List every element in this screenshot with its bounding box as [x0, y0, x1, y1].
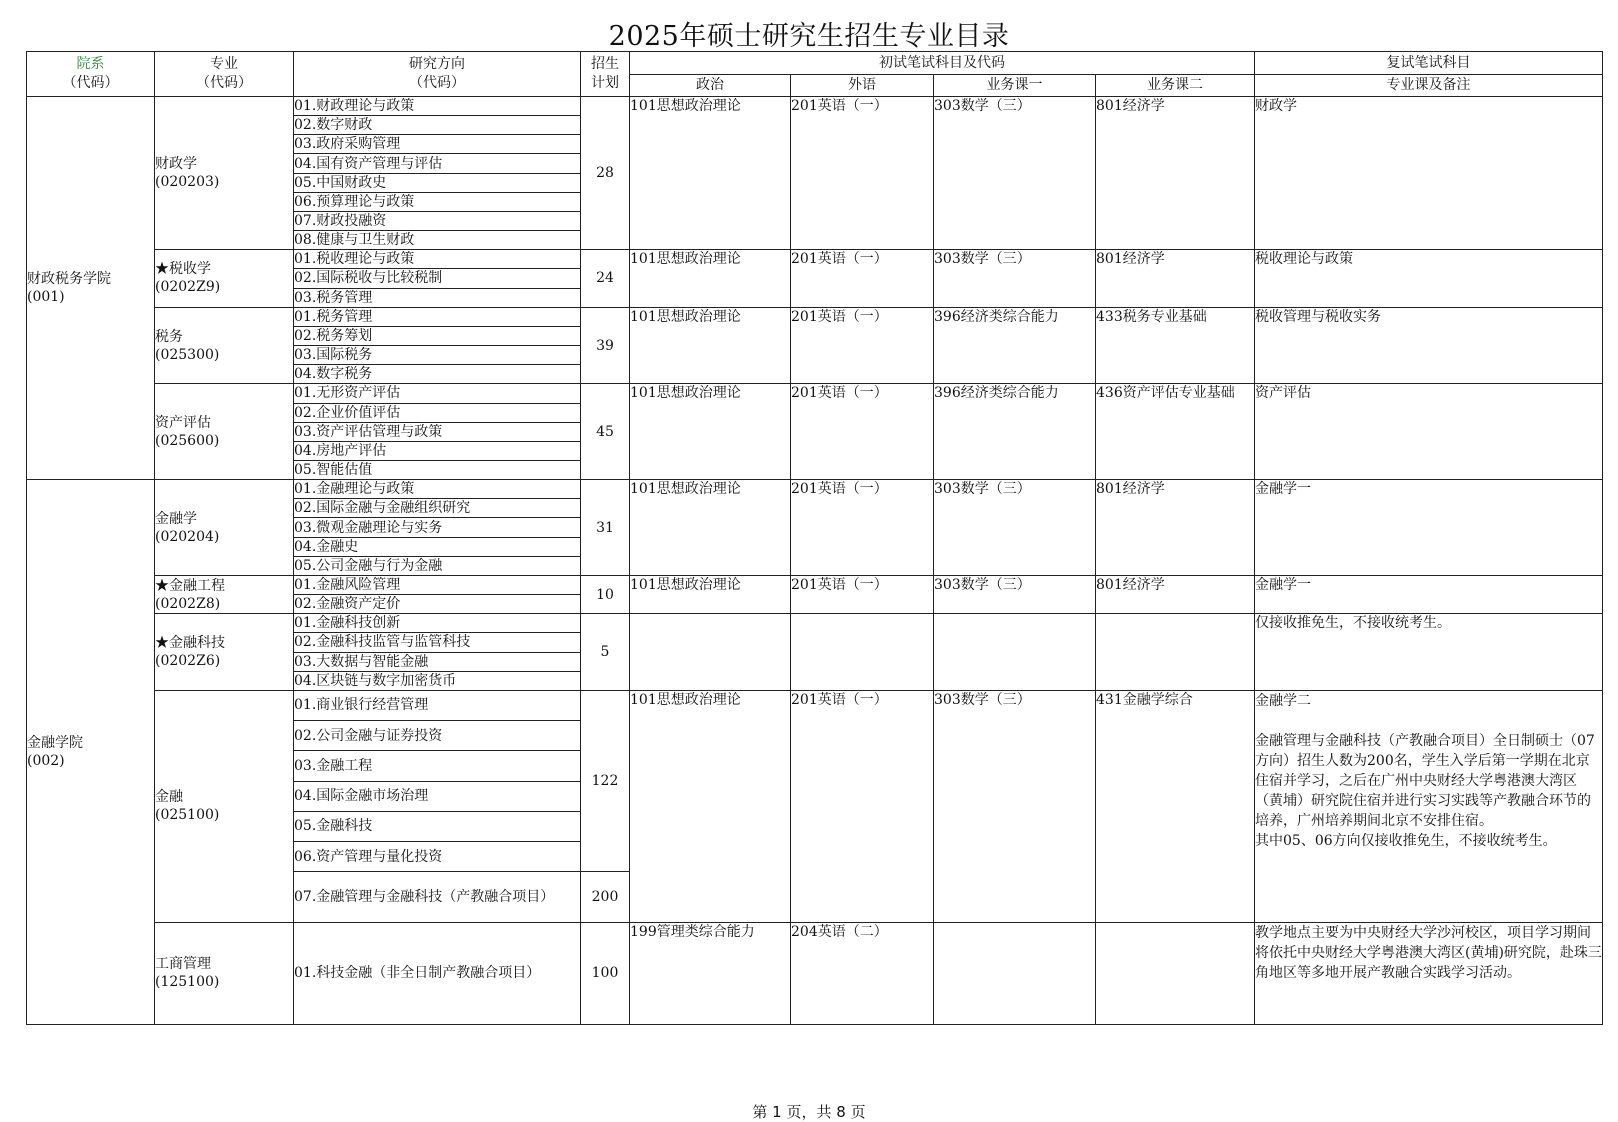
direction-cell: 05.金融科技	[294, 811, 581, 841]
direction-cell: 03.税务管理	[294, 288, 581, 307]
direction-cell: 04.金融史	[294, 537, 581, 556]
language-cell: 201英语（一）	[791, 97, 934, 250]
course1-cell: 303数学（三）	[934, 690, 1096, 922]
direction-cell: 04.国有资产管理与评估	[294, 154, 581, 173]
direction-cell: 02.金融资产定价	[294, 595, 581, 614]
major-cell: 资产评估 (025600)	[155, 384, 294, 480]
direction-cell: 02.数字财政	[294, 116, 581, 135]
header-direction: 研究方向 （代码）	[294, 52, 581, 97]
politics-cell: 101思想政治理论	[630, 575, 791, 613]
language-cell: 201英语（一）	[791, 690, 934, 922]
plan-cell: 31	[581, 480, 630, 576]
direction-cell: 08.健康与卫生财政	[294, 231, 581, 250]
direction-cell: 01.税收理论与政策	[294, 250, 581, 269]
retest-cell: 财政学	[1255, 97, 1603, 250]
header-initial: 初试笔试科目及代码	[630, 52, 1255, 75]
direction-cell: 07.财政投融资	[294, 211, 581, 230]
direction-cell: 03.资产评估管理与政策	[294, 422, 581, 441]
direction-cell: 01.商业银行经营管理	[294, 690, 581, 720]
direction-cell: 02.金融科技监管与监管科技	[294, 633, 581, 652]
course2-cell	[1096, 614, 1255, 691]
language-cell: 204英语（二）	[791, 922, 934, 1024]
direction-cell: 02.公司金融与证券投资	[294, 721, 581, 751]
language-cell	[791, 614, 934, 691]
plan-cell: 200	[581, 872, 630, 922]
politics-cell: 101思想政治理论	[630, 384, 791, 480]
table-row	[27, 690, 1603, 720]
major-cell: 工商管理 (125100)	[155, 922, 294, 1024]
direction-cell: 03.政府采购管理	[294, 135, 581, 154]
politics-cell: 101思想政治理论	[630, 250, 791, 307]
direction-cell: 06.资产管理与量化投资	[294, 842, 581, 872]
header-retest-sub: 专业课及备注	[1255, 75, 1603, 97]
plan-cell: 45	[581, 384, 630, 480]
major-cell: ★税收学 (0202Z9)	[155, 250, 294, 307]
table-row	[27, 97, 1603, 116]
plan-cell: 122	[581, 690, 630, 872]
course2-cell: 801经济学	[1096, 575, 1255, 613]
retest-cell: 教学地点主要为中央财经大学沙河校区，项目学习期间将依托中央财经大学粤港澳大湾区(黄埔)研究院，赴珠三角地区等多地开展产教融合实践学习活动。	[1255, 922, 1603, 1024]
direction-cell: 02.国际税收与比较税制	[294, 269, 581, 288]
course2-cell	[1096, 922, 1255, 1024]
direction-cell: 03.大数据与智能金融	[294, 652, 581, 671]
course1-cell: 303数学（三）	[934, 250, 1096, 307]
direction-cell: 05.智能估值	[294, 460, 581, 479]
course2-cell: 801经济学	[1096, 480, 1255, 576]
direction-cell: 02.企业价值评估	[294, 403, 581, 422]
politics-cell: 101思想政治理论	[630, 97, 791, 250]
direction-cell: 01.金融科技创新	[294, 614, 581, 633]
direction-cell: 03.微观金融理论与实务	[294, 518, 581, 537]
plan-cell: 100	[581, 922, 630, 1024]
direction-cell: 04.国际金融市场治理	[294, 781, 581, 811]
header-major: 专业 （代码）	[155, 52, 294, 97]
course1-cell: 303数学（三）	[934, 575, 1096, 613]
direction-cell: 07.金融管理与金融科技（产教融合项目）	[294, 872, 581, 922]
plan-cell: 10	[581, 575, 630, 613]
retest-cell: 税收理论与政策	[1255, 250, 1603, 307]
major-cell: 税务 (025300)	[155, 307, 294, 384]
table-row	[27, 384, 1603, 403]
politics-cell: 101思想政治理论	[630, 307, 791, 384]
direction-cell: 01.无形资产评估	[294, 384, 581, 403]
retest-cell: 金融学二 金融管理与金融科技（产教融合项目）全日制硕士（07方向）招生人数为200名，学生入学后第一学期在北京住宿并学习，之后在广州中央财经大学粤港澳大湾区（黄埔）研究院住宿并进行实习实践等产教融合环节的培养，广州培养期间北京不安排住宿。 其中05、06方向仅接收推免生，不接收统考生。	[1255, 690, 1603, 922]
language-cell: 201英语（一）	[791, 480, 934, 576]
course1-cell: 396经济类综合能力	[934, 384, 1096, 480]
plan-cell: 39	[581, 307, 630, 384]
retest-cell: 资产评估	[1255, 384, 1603, 480]
course1-cell	[934, 614, 1096, 691]
course1-cell	[934, 922, 1096, 1024]
direction-cell: 01.税务管理	[294, 307, 581, 326]
major-cell: 金融学 (020204)	[155, 480, 294, 576]
major-cell: 财政学 (020203)	[155, 97, 294, 250]
retest-cell: 仅接收推免生，不接收统考生。	[1255, 614, 1603, 691]
direction-cell: 03.金融工程	[294, 751, 581, 781]
direction-cell: 03.国际税务	[294, 346, 581, 365]
course2-cell: 801经济学	[1096, 250, 1255, 307]
course2-cell: 801经济学	[1096, 97, 1255, 250]
header-course2: 业务课二	[1096, 75, 1255, 97]
plan-cell: 5	[581, 614, 630, 691]
direction-cell: 05.中国财政史	[294, 173, 581, 192]
major-cell: ★金融科技 (0202Z6)	[155, 614, 294, 691]
page-title: 2025年硕士研究生招生专业目录	[608, 21, 1010, 52]
table-row	[27, 922, 1603, 1024]
table-row	[27, 250, 1603, 269]
politics-cell: 101思想政治理论	[630, 480, 791, 576]
direction-cell: 01.财政理论与政策	[294, 97, 581, 116]
direction-cell: 01.金融理论与政策	[294, 480, 581, 499]
direction-cell: 04.房地产评估	[294, 441, 581, 460]
direction-cell: 04.区块链与数字加密货币	[294, 671, 581, 690]
course1-cell: 303数学（三）	[934, 480, 1096, 576]
course1-cell: 396经济类综合能力	[934, 307, 1096, 384]
retest-cell: 金融学一	[1255, 480, 1603, 576]
header-dept: 院系 （代码）	[27, 52, 155, 97]
course2-cell: 431金融学综合	[1096, 690, 1255, 922]
politics-cell: 199管理类综合能力	[630, 922, 791, 1024]
major-cell: ★金融工程 (0202Z8)	[155, 575, 294, 613]
language-cell: 201英语（一）	[791, 575, 934, 613]
page-footer: 第 1 页，共 8 页	[752, 1103, 866, 1121]
direction-cell: 01.科技金融（非全日制产教融合项目）	[294, 922, 581, 1024]
direction-cell: 06.预算理论与政策	[294, 192, 581, 211]
header-language: 外语	[791, 75, 934, 97]
dept-cell: 金融学院 (002)	[27, 480, 155, 1025]
direction-cell: 01.金融风险管理	[294, 575, 581, 594]
course1-cell: 303数学（三）	[934, 97, 1096, 250]
course2-cell: 433税务专业基础	[1096, 307, 1255, 384]
plan-cell: 24	[581, 250, 630, 307]
header-politics: 政治	[630, 75, 791, 97]
language-cell: 201英语（一）	[791, 384, 934, 480]
retest-cell: 税收管理与税收实务	[1255, 307, 1603, 384]
direction-cell: 02.税务筹划	[294, 326, 581, 345]
dept-cell: 财政税务学院 (001)	[27, 97, 155, 480]
direction-cell: 04.数字税务	[294, 365, 581, 384]
catalog-table	[26, 51, 1603, 1025]
direction-cell: 05.公司金融与行为金融	[294, 556, 581, 575]
header-retest: 复试笔试科目	[1255, 52, 1603, 75]
header-course1: 业务课一	[934, 75, 1096, 97]
politics-cell: 101思想政治理论	[630, 690, 791, 922]
table-row	[27, 575, 1603, 594]
plan-cell: 28	[581, 97, 630, 250]
table-row	[27, 614, 1603, 633]
major-cell: 金融 (025100)	[155, 690, 294, 922]
direction-cell: 02.国际金融与金融组织研究	[294, 499, 581, 518]
language-cell: 201英语（一）	[791, 250, 934, 307]
politics-cell	[630, 614, 791, 691]
header-row-1	[27, 52, 1603, 75]
table-row	[27, 480, 1603, 499]
language-cell: 201英语（一）	[791, 307, 934, 384]
retest-cell: 金融学一	[1255, 575, 1603, 613]
header-plan: 招生 计划	[581, 52, 630, 97]
table-row	[27, 307, 1603, 326]
course2-cell: 436资产评估专业基础	[1096, 384, 1255, 480]
